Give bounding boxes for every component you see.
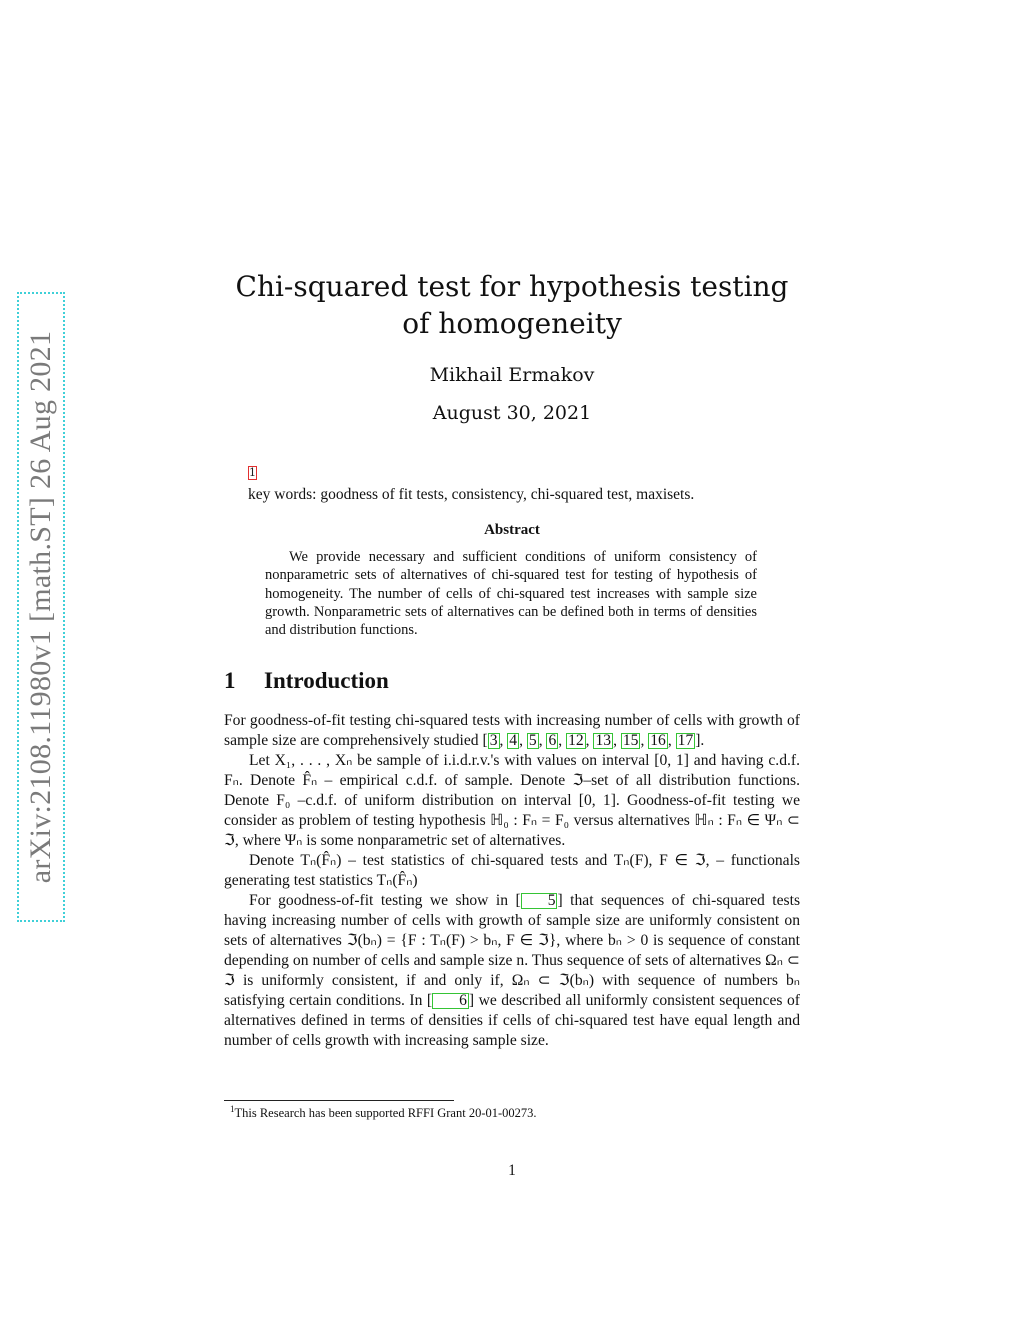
- citation-link[interactable]: 17: [677, 732, 694, 749]
- citation-link[interactable]: 16: [650, 732, 666, 749]
- section-heading: [224, 668, 389, 694]
- paragraph-1-text: For goodness-of-fit testing chi-squared tests with increasing number of cells with growth of sample size are comprehensively studied: [224, 712, 800, 749]
- section-title: Introduction: [264, 668, 389, 693]
- paragraph-4-text: For goodness-of-fit testing we show in: [249, 892, 509, 909]
- paragraph-2: Let X₁, . . . , Xₙ be sample of i.i.d.r.v.'s with values on interval [0, 1] and having c.d.f. Fₙ. Denote F̂ₙ – empirical c.d.f. of sample. Denote ℑ–set of all distribution functions. Denote F₀ –c.d.f. of uniform distribution on interval [0, 1]. Goodness-of-fit testing we consider as problem of testing hypothesis ℍ₀ : Fₙ = F₀ versus alternatives ℍₙ : Fₙ ∈ Ψₙ ⊂ ℑ, where Ψₙ is some nonparametric set of alternatives.: [224, 752, 800, 849]
- paragraph-4-text: that sequences of chi-squared tests having increasing number of cells with growth of sample size are uniformly consistent on sets of alternatives ℑ(bₙ) = {F : Tₙ(F) > bₙ, F ∈ ℑ}, where bₙ > 0 is sequence of constant depending on number of cells and sample size n. Thus sequence of sets of alternatives Ωₙ ⊂ ℑ is uniformly consistent, if and only if, Ωₙ ⊂ ℑ(bₙ) with sequence of numbers bₙ satisfying certain conditions. In: [224, 892, 801, 1009]
- arxiv-stamp[interactable]: arXiv:2108.11980v1 [math.ST] 26 Aug 2021: [24, 330, 57, 884]
- paragraph-3: Denote Tₙ(F̂ₙ) – test statistics of chi-squared tests and Tₙ(F), F ∈ ℑ, – functionals generating test statistics Tₙ(F̂ₙ): [224, 852, 800, 889]
- abstract-text: We provide necessary and sufficient conditions of uniform consistency of nonparametric sets of alternatives of chi-squared test for testing of hypothesis of homogeneity. The number of cells of chi-squared test increases with sample size growth. Nonparametric sets of alternatives can be defined both in terms of densities and distribution functions.: [265, 549, 757, 639]
- paragraph-4: For goodness-of-fit testing we show in [ 5 ] that sequences of chi-squared tests having increasing number of cells with growth of sample size are uniformly consistent on sets of alternatives ℑ(bₙ) = {F : Tₙ(F) > bₙ, F ∈ ℑ}, where bₙ > 0 is sequence of constant depending on number of cells and sample size n. Thus sequence of sets of alternatives Ωₙ ⊂ ℑ is uniformly consistent, if and only if, Ωₙ ⊂ ℑ(bₙ) with sequence of numbers bₙ satisfying certain conditions. In [ 6 ] we described all uniformly consistent sequences of alternatives defined in terms of densities if cells of chi-squared test have equal length and number of cells growth with increasing sample size.: [224, 892, 801, 1049]
- citation-link[interactable]: 6: [548, 732, 557, 749]
- date: August 30, 2021: [432, 402, 592, 424]
- arxiv-stamp-box: [17, 292, 65, 922]
- keywords: key words: goodness of fit tests, consistency, chi-squared test, maxisets.: [248, 486, 695, 503]
- paragraph-1: For goodness-of-fit testing chi-squared tests with increasing number of cells with growth of sample size are comprehensively studied [ 3 , 4 , 5 , 6 , 12 , 13 , 15 , 16 , 17 ].: [224, 712, 800, 749]
- abstract-heading: Abstract: [484, 522, 540, 538]
- paper-title: Chi-squared test for hypothesis testing of homogeneity: [235, 270, 789, 340]
- page-number: 1: [508, 1162, 516, 1179]
- citation-link[interactable]: 4: [509, 732, 518, 749]
- citation-link[interactable]: 3: [489, 732, 498, 749]
- citation-link[interactable]: 13: [595, 732, 612, 749]
- citation-link[interactable]: 15: [622, 732, 639, 749]
- citation-link[interactable]: 6: [432, 993, 469, 1009]
- footnote-mark: 1: [230, 1104, 235, 1114]
- footnote: [230, 1104, 537, 1121]
- intro-body: [224, 711, 800, 1051]
- footnote-rule: [224, 1100, 454, 1101]
- citation-link[interactable]: 12: [568, 732, 584, 749]
- citation-link[interactable]: 5: [528, 732, 537, 749]
- section-number: 1: [224, 668, 236, 693]
- citation-link[interactable]: 5: [521, 893, 558, 909]
- paragraph-4-text: we described all uniformly consistent sequences of alternatives defined in terms of densities if cells of chi-squared test have equal length and number of cells growth with increasing sample size.: [224, 992, 800, 1049]
- author: Mikhail Ermakov: [429, 364, 595, 386]
- footnote-text: This Research has been supported RFFI Grant 20-01-00273.: [234, 1106, 537, 1121]
- footnote-link[interactable]: 1: [249, 466, 256, 479]
